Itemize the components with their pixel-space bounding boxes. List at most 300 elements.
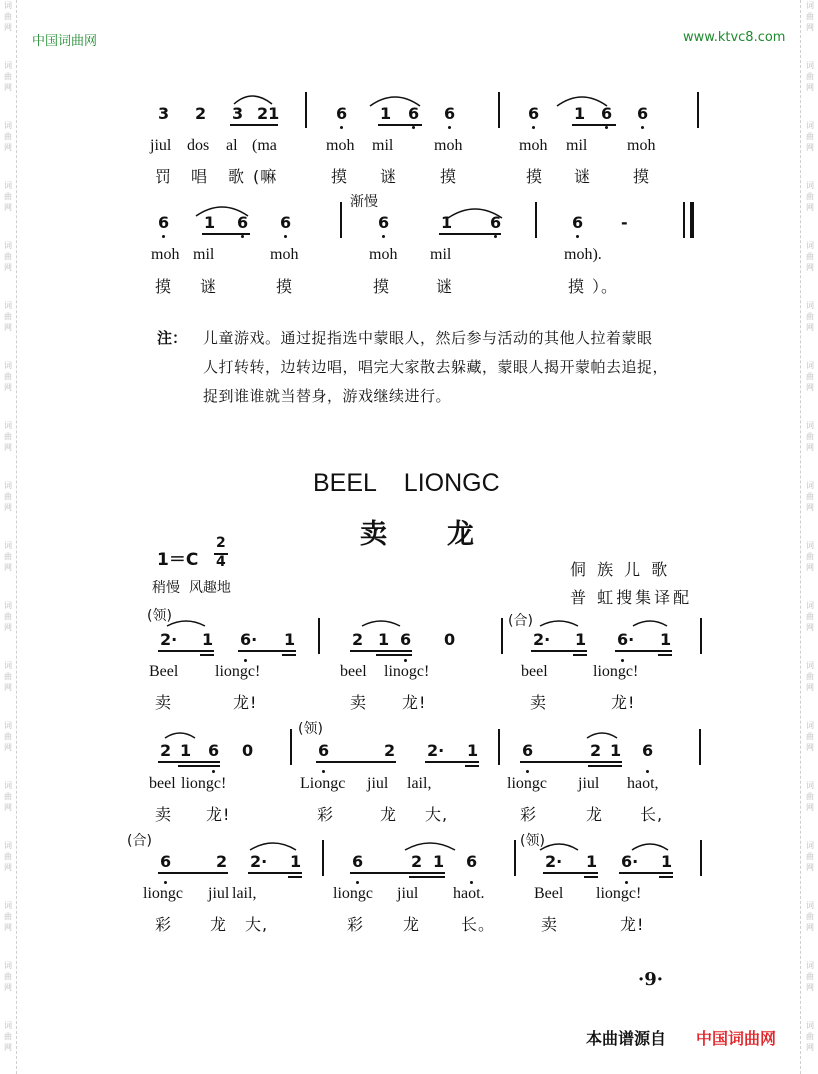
underline — [158, 650, 214, 652]
lyric-cn: 卖 — [155, 805, 173, 824]
watermark-char: 网 — [4, 743, 12, 752]
watermark-char: 网 — [806, 23, 814, 32]
note: 1 — [574, 104, 586, 123]
octave-dot — [284, 235, 287, 238]
underline — [282, 654, 296, 656]
watermark-char: 网 — [806, 923, 814, 932]
lyric-cn: 歌 — [228, 167, 246, 186]
watermark-char: 曲 — [806, 312, 814, 321]
octave-dot — [164, 881, 167, 884]
watermark-char: 曲 — [806, 372, 814, 381]
song-title: 卖龙 — [360, 519, 534, 550]
lyric-cn: 龙 — [586, 805, 604, 824]
note: 1 — [284, 630, 296, 649]
lyric: haot, — [627, 775, 659, 792]
lyric-cn: 卖 — [350, 693, 368, 712]
watermark-char: 网 — [806, 143, 814, 152]
lyric-cn: 大, — [245, 915, 269, 934]
barline — [697, 92, 699, 128]
note: 6 — [637, 104, 649, 123]
lyric-cn: 长, — [640, 805, 664, 824]
octave-dot — [641, 126, 644, 129]
watermark-char: 词 — [806, 61, 814, 70]
octave-dot — [404, 659, 407, 662]
octave-dot — [621, 659, 624, 662]
watermark-char: 网 — [806, 383, 814, 392]
watermark-char: 网 — [4, 323, 12, 332]
song-title-romanized: BEEL LIONGC — [313, 469, 500, 497]
note: 1 — [441, 213, 453, 232]
lyric-cn: 龙! — [402, 693, 427, 712]
watermark-char: 曲 — [806, 492, 814, 501]
note: 6 — [528, 104, 540, 123]
octave-dot — [526, 770, 529, 773]
watermark-char: 网 — [4, 143, 12, 152]
dash: - — [621, 213, 628, 232]
lyric: liongc — [143, 885, 183, 902]
underline — [543, 872, 598, 874]
note-line: 人打转转，边转边唱，唱完大家散去躲藏，蒙眼人揭开蒙帕去追捉， — [203, 358, 669, 376]
note: 1 — [661, 852, 673, 871]
note: 1 — [290, 852, 302, 871]
barline — [535, 202, 537, 238]
watermark-char: 网 — [806, 323, 814, 332]
watermark-char: 曲 — [4, 672, 12, 681]
watermark-char: 曲 — [4, 312, 12, 321]
watermark-char: 网 — [4, 683, 12, 692]
lyric-cn: 卖 — [155, 693, 173, 712]
watermark-char: 词 — [806, 601, 814, 610]
barline — [501, 618, 503, 654]
watermark-char: 网 — [806, 503, 814, 512]
lyric: moh — [326, 137, 355, 154]
watermark-char: 词 — [806, 541, 814, 550]
watermark-char: 曲 — [806, 132, 814, 141]
watermark-char: 词 — [4, 1, 12, 10]
underline — [316, 761, 396, 763]
lyric-cn: 罚 — [155, 167, 173, 186]
lyric-cn: 卖 — [541, 915, 559, 934]
watermark-char: 词 — [806, 361, 814, 370]
note: 6· — [240, 630, 258, 649]
watermark-char: 网 — [4, 923, 12, 932]
tempo-marking: 稍慢 风趣地 — [152, 580, 231, 596]
underline — [288, 876, 302, 878]
watermark-char: 词 — [4, 1021, 12, 1030]
source-line: 普 虹搜集译配 — [570, 588, 693, 607]
watermark-char: 词 — [4, 181, 12, 190]
note: 6 — [572, 213, 584, 232]
note: 2· — [427, 741, 445, 760]
watermark-char: 网 — [806, 683, 814, 692]
watermark-char: 曲 — [4, 552, 12, 561]
footer-site-link[interactable]: 中国词曲网 — [696, 1029, 777, 1048]
watermark-char: 曲 — [4, 1032, 12, 1041]
underline — [615, 650, 672, 652]
lyric-cn: 摸 — [276, 277, 294, 296]
time-signature-bottom: 4 — [216, 554, 226, 570]
watermark-char: 网 — [4, 83, 12, 92]
barline — [498, 92, 500, 128]
note: 2 — [590, 741, 602, 760]
lyric: beel — [340, 663, 367, 680]
watermark-char: 曲 — [4, 132, 12, 141]
underline — [158, 761, 220, 763]
barline — [322, 840, 324, 876]
watermark-char: 网 — [806, 623, 814, 632]
lyric: liongc — [507, 775, 547, 792]
barline — [498, 729, 500, 765]
lyric-cn: 龙! — [233, 693, 258, 712]
watermark-char: 网 — [4, 1043, 12, 1052]
note: 6· — [621, 852, 639, 871]
footer-source-label: 本曲谱源自 — [586, 1029, 667, 1048]
lyric: mil — [566, 137, 588, 154]
watermark-char: 网 — [806, 1043, 814, 1052]
note: 1 — [467, 741, 479, 760]
underline — [350, 650, 412, 652]
underline — [588, 765, 622, 767]
lyric: liongc! — [596, 885, 642, 902]
underline — [619, 872, 673, 874]
part-mark: (合) — [508, 613, 533, 629]
note-label: 注： — [157, 329, 188, 347]
note: 6 — [237, 213, 249, 232]
barline — [700, 840, 702, 876]
watermark-char: 网 — [4, 203, 12, 212]
lyric-cn: 彩 — [155, 915, 173, 934]
note: 6· — [617, 630, 635, 649]
watermark-char: 词 — [4, 481, 12, 490]
lyric: mil — [372, 137, 394, 154]
octave-dot — [448, 126, 451, 129]
watermark-char: 词 — [4, 421, 12, 430]
note-line: 捉到谁谁就当替身，游戏继续进行。 — [203, 387, 452, 405]
watermark-char: 词 — [806, 721, 814, 730]
underline — [238, 650, 296, 652]
page-number: ·9· — [638, 969, 664, 990]
note: 1 — [660, 630, 672, 649]
barline — [699, 729, 701, 765]
note: 2· — [160, 630, 178, 649]
watermark-char: 曲 — [4, 792, 12, 801]
watermark-char: 网 — [4, 23, 12, 32]
note: 6 — [444, 104, 456, 123]
lyric-cn: 摸 — [155, 277, 173, 296]
note: 6 — [400, 630, 412, 649]
watermark-char: 网 — [806, 803, 814, 812]
watermark-char: 网 — [4, 563, 12, 572]
octave-dot — [412, 126, 415, 129]
note: 6 — [408, 104, 420, 123]
lyric-cn: 龙! — [611, 693, 636, 712]
barline — [290, 729, 292, 765]
octave-dot — [646, 770, 649, 773]
watermark-char: 网 — [4, 863, 12, 872]
watermark-char: 词 — [806, 661, 814, 670]
lyric: liongc! — [181, 775, 227, 792]
watermark-char: 词 — [806, 421, 814, 430]
lyric: moh). — [564, 246, 602, 263]
watermark-char: 词 — [806, 1, 814, 10]
note: 6 — [158, 213, 170, 232]
slur — [362, 621, 400, 626]
lyric-cn: 龙 — [403, 915, 421, 934]
lyric-cn: 龙! — [206, 805, 231, 824]
lyric-cn: 摸 — [633, 167, 651, 186]
tempo-marking: 渐慢 — [350, 194, 378, 210]
watermark-char: 网 — [806, 563, 814, 572]
lyric: jiul — [367, 775, 389, 792]
watermark-char: 词 — [4, 901, 12, 910]
watermark-char: 网 — [806, 443, 814, 452]
underline — [439, 233, 501, 235]
octave-dot — [576, 235, 579, 238]
lyric: moh — [270, 246, 299, 263]
barline — [340, 202, 342, 238]
lyric-cn: 谜 — [200, 277, 218, 296]
watermark-char: 词 — [806, 181, 814, 190]
note: 2· — [545, 852, 563, 871]
lyric-cn: 谜 — [436, 277, 454, 296]
watermark-char: 词 — [4, 241, 12, 250]
lyric-cn: 彩 — [317, 805, 335, 824]
note: 6 — [352, 852, 364, 871]
note-line: 儿童游戏。通过捉指选中蒙眼人，然后参与活动的其他人拉着蒙眼 — [203, 329, 653, 347]
octave-dot — [356, 881, 359, 884]
watermark-char: 曲 — [806, 1032, 814, 1041]
lyric: jiul — [578, 775, 600, 792]
watermark-char: 曲 — [806, 252, 814, 261]
octave-dot — [470, 881, 473, 884]
lyric: mil — [193, 246, 215, 263]
lyric-cn: ）。 — [592, 277, 619, 296]
lyric: (ma — [252, 137, 277, 154]
watermark-char: 词 — [4, 61, 12, 70]
note: 1 — [378, 630, 390, 649]
lyric: moh — [369, 246, 398, 263]
lyric: haot. — [453, 885, 485, 902]
watermark-char: 曲 — [806, 912, 814, 921]
note: 1 — [586, 852, 598, 871]
lyric: beel — [521, 663, 548, 680]
note: 2· — [533, 630, 551, 649]
octave-dot — [382, 235, 385, 238]
lyric-cn: 摸 — [526, 167, 544, 186]
watermark-char: 词 — [4, 661, 12, 670]
watermark-char: 曲 — [4, 732, 12, 741]
octave-dot — [244, 659, 247, 662]
note: 1 — [610, 741, 622, 760]
part-mark: (领) — [147, 608, 172, 624]
slur — [540, 621, 578, 626]
underline — [158, 872, 228, 874]
slur — [167, 621, 205, 626]
lyric-cn: 彩 — [520, 805, 538, 824]
watermark-char: 词 — [4, 601, 12, 610]
lyric: jiul — [150, 137, 172, 154]
watermark-char: 曲 — [4, 192, 12, 201]
header-site-name[interactable]: 中国词曲网 — [32, 34, 98, 49]
time-signature-top: 2 — [216, 535, 226, 551]
watermark-char: 曲 — [806, 552, 814, 561]
note: 1 — [380, 104, 392, 123]
watermark-char: 词 — [4, 961, 12, 970]
lyric-cn: 长。 — [461, 915, 496, 934]
watermark-char: 网 — [4, 383, 12, 392]
lyric-cn: 摸 — [440, 167, 458, 186]
note: 2 — [216, 852, 228, 871]
watermark-char: 曲 — [4, 372, 12, 381]
watermark-char: 网 — [4, 803, 12, 812]
lyric-cn: 谜 — [574, 167, 592, 186]
lyric: linogc! — [384, 663, 430, 680]
slur — [632, 844, 668, 850]
lyric: Liongc — [300, 775, 346, 792]
lyric: jiul — [397, 885, 419, 902]
octave-dot — [625, 881, 628, 884]
lyric: liongc — [333, 885, 373, 902]
watermark-char: 网 — [806, 203, 814, 212]
underline — [230, 124, 278, 126]
watermark-char: 曲 — [4, 852, 12, 861]
slur — [234, 96, 272, 104]
barline — [305, 92, 307, 128]
slur — [587, 733, 617, 738]
lyric-cn: 摸 — [331, 167, 349, 186]
watermark-char: 词 — [4, 841, 12, 850]
watermark-char: 网 — [806, 983, 814, 992]
watermark-char: 曲 — [4, 432, 12, 441]
underline — [465, 765, 479, 767]
note: 2· — [250, 852, 268, 871]
watermark-char: 曲 — [806, 792, 814, 801]
watermark-char: 词 — [806, 781, 814, 790]
octave-dot — [212, 770, 215, 773]
watermark-char: 网 — [806, 743, 814, 752]
octave-dot — [241, 235, 244, 238]
watermark-char: 网 — [4, 263, 12, 272]
slur — [633, 621, 667, 626]
note: 2 — [195, 104, 207, 123]
octave-dot — [494, 235, 497, 238]
lyric: Beel — [149, 663, 179, 680]
watermark-char: 网 — [4, 503, 12, 512]
slur — [540, 844, 578, 850]
rest: 0 — [242, 741, 254, 760]
watermark-char: 曲 — [806, 672, 814, 681]
slur — [250, 843, 296, 850]
watermark-char: 词 — [4, 541, 12, 550]
lyric-cn: 龙 — [380, 805, 398, 824]
underline — [409, 876, 445, 878]
octave-dot — [162, 235, 165, 238]
lyric: lail, — [232, 885, 257, 902]
note: 1 — [575, 630, 587, 649]
watermark-char: 词 — [4, 721, 12, 730]
watermark-char: 曲 — [4, 72, 12, 81]
note: 1 — [433, 852, 445, 871]
watermark-char: 词 — [806, 241, 814, 250]
watermark-char: 曲 — [806, 732, 814, 741]
watermark-char: 网 — [806, 83, 814, 92]
lyric: al — [226, 137, 238, 154]
watermark-char: 词 — [806, 301, 814, 310]
note: 3 — [158, 104, 170, 123]
note: 2 — [352, 630, 364, 649]
watermark-char: 曲 — [806, 72, 814, 81]
underline — [658, 654, 672, 656]
part-mark: (领) — [520, 833, 545, 849]
note: 6 — [160, 852, 172, 871]
lyric: Beel — [534, 885, 564, 902]
watermark-char: 曲 — [806, 852, 814, 861]
lyric: beel — [149, 775, 176, 792]
underline — [584, 876, 598, 878]
note: 6 — [522, 741, 534, 760]
note: 2 — [384, 741, 396, 760]
final-barline-thick — [690, 202, 694, 238]
watermark-char: 网 — [4, 443, 12, 452]
note: 6 — [336, 104, 348, 123]
underline — [178, 765, 220, 767]
watermark-char: 词 — [806, 1021, 814, 1030]
lyric-cn: 彩 — [347, 915, 365, 934]
underline — [200, 654, 214, 656]
note: 1 — [204, 213, 216, 232]
watermark-char: 曲 — [806, 432, 814, 441]
watermark-char: 词 — [4, 781, 12, 790]
note: 6 — [318, 741, 330, 760]
watermark-char: 网 — [806, 863, 814, 872]
part-mark: (领) — [298, 721, 323, 737]
octave-dot — [532, 126, 535, 129]
octave-dot — [605, 126, 608, 129]
watermark-char: 曲 — [4, 492, 12, 501]
lyric: moh — [627, 137, 656, 154]
barline — [700, 618, 702, 654]
watermark-char: 词 — [4, 361, 12, 370]
octave-dot — [322, 770, 325, 773]
note: 2 — [160, 741, 172, 760]
underline — [376, 654, 412, 656]
watermark-char: 词 — [806, 481, 814, 490]
note: 3 — [232, 104, 244, 123]
lyric: moh — [434, 137, 463, 154]
barline — [514, 840, 516, 876]
watermark-char: 曲 — [4, 12, 12, 21]
lyric: jiul — [208, 885, 230, 902]
note: 1 — [180, 741, 192, 760]
lyric: liongc! — [215, 663, 261, 680]
lyric-cn: 唱 — [191, 167, 209, 186]
watermark-char: 曲 — [4, 252, 12, 261]
underline — [520, 761, 622, 763]
note: 6 — [378, 213, 390, 232]
watermark-char: 词 — [4, 301, 12, 310]
watermark-char: 曲 — [4, 912, 12, 921]
watermark-char: 词 — [4, 121, 12, 130]
note: 6 — [490, 213, 502, 232]
underline — [573, 654, 587, 656]
underline — [425, 761, 479, 763]
header-site-url[interactable]: www.ktvc8.com — [683, 30, 786, 45]
watermark-char: 曲 — [806, 612, 814, 621]
underline — [202, 233, 250, 235]
watermark-char: 词 — [806, 841, 814, 850]
note: 6 — [642, 741, 654, 760]
key-signature: 1＝C — [157, 550, 199, 570]
